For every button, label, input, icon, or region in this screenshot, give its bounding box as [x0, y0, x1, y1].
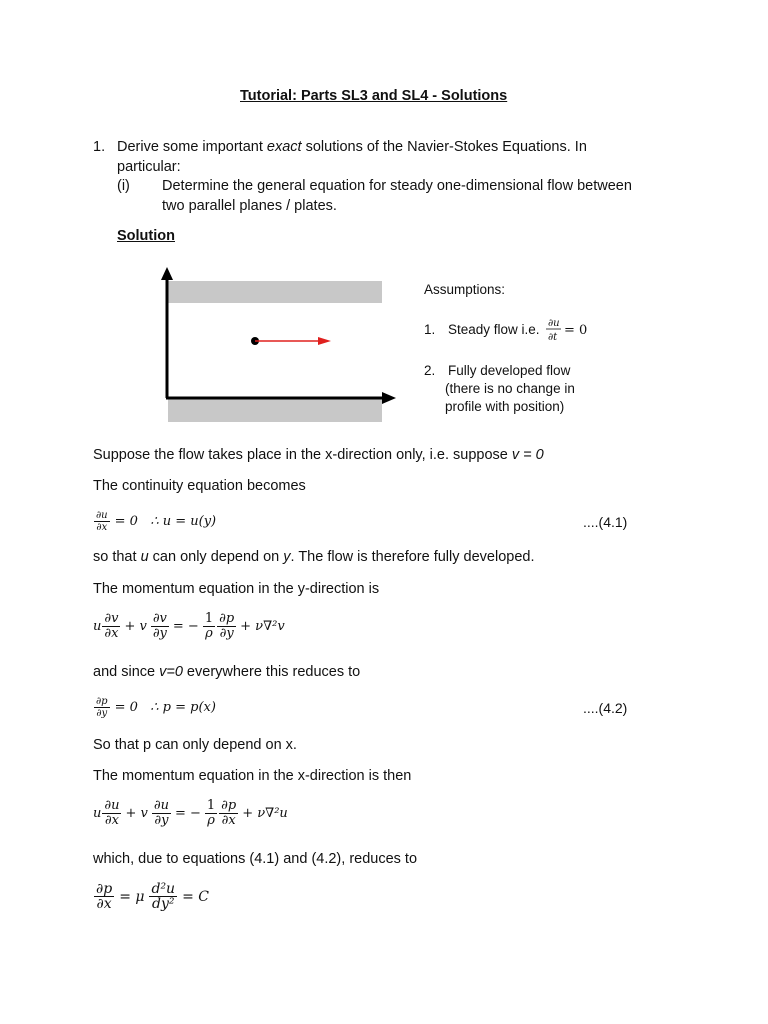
eq-4-2-fraction: $\frac{\partial p}{\partial y}$: [96, 696, 108, 719]
assumption-1-equation-rhs: = 0: [564, 323, 588, 338]
eq-y-frac-2: $\frac{\partial v}{\partial y}$: [152, 611, 167, 641]
velocity-arrowhead: [318, 337, 331, 345]
page-title: Tutorial: Parts SL3 and SL4 - Solutions: [240, 88, 508, 104]
paragraph-flow-direction: Suppose the flow takes place in the x-direction only, i.e. suppose v = 0: [93, 447, 544, 463]
paragraph-continuity: The continuity equation becomes: [93, 478, 306, 494]
equation-momentum-y: u $\frac{\partial v}{\partial x}$ + v $\frac{\partial v}{\partial y}$ = − $\frac{1}{\rho}$ $\frac{\partial p}{\partial y}$ + ν∇²v: [93, 611, 285, 641]
eq-x-frac-4: $\frac{\partial p}{\partial x}$: [221, 798, 237, 828]
paragraph-momentum-y: The momentum equation in the y-direction is: [93, 581, 380, 597]
sub-question-label: (i): [117, 178, 130, 194]
eq-x-frac-1: $\frac{\partial u}{\partial x}$: [104, 798, 120, 828]
question-line-2: particular:: [117, 159, 181, 175]
eq-x-frac-3: $\frac{1}{\rho}$: [206, 798, 216, 828]
x-axis-arrowhead: [382, 392, 396, 404]
assumption-2-number: 2.: [424, 363, 436, 378]
equation-final: $\frac{\partial p}{\partial x}$ = μ $\frac{\text{d²u}}{\text{dy²}}$ = C: [96, 881, 209, 912]
eq-4-2-rest: = 0 ∴ p = p(x): [114, 700, 216, 715]
question-number: 1.: [93, 139, 106, 155]
equation-4-2: [93, 696, 216, 719]
assumptions-title: Assumptions:: [424, 282, 506, 297]
lower-plate: [168, 399, 382, 422]
assumption-2-line-1: Fully developed flow: [448, 363, 571, 378]
equation-4-2-number: ....(4.2): [583, 700, 628, 716]
eq-final-frac-1: $\frac{\partial p}{\partial x}$: [96, 881, 113, 912]
upper-plate: [168, 281, 382, 303]
equation-4-1-number: ....(4.1): [583, 514, 628, 530]
assumption-1-text: Steady flow i.e.: [448, 322, 540, 337]
assumption-2-line-3: profile with position): [445, 399, 565, 414]
solution-heading: Solution: [117, 228, 175, 244]
eq-y-frac-3: $\frac{1}{\rho}$: [204, 611, 214, 641]
equation-momentum-x: u $\frac{\partial u}{\partial x}$ + v $\frac{\partial u}{\partial y}$ = − $\frac{1}{\rho}$ $\frac{\partial p}{\partial x}$ + ν∇²u: [93, 798, 288, 828]
assumption-1-fraction-numerator: ∂u: [548, 318, 560, 329]
paragraph-which-reduces: which, due to equations (4.1) and (4.2), reduces to: [93, 851, 418, 867]
paragraph-since-v0: and since v=0 everywhere this reduces to: [93, 664, 361, 680]
sub-question-line-2: two parallel planes / plates.: [162, 198, 337, 214]
assumption-1-fraction-denominator: ∂t: [548, 332, 558, 343]
paragraph-momentum-x: The momentum equation in the x-direction is then: [93, 768, 412, 784]
eq-4-1-fraction: $\frac{\partial u}{\partial x}$: [96, 510, 108, 533]
sub-question-line-1: Determine the general equation for steady one-dimensional flow between: [162, 178, 632, 194]
paragraph-u-depends-y: so that u can only depend on y. The flow is therefore fully developed.: [93, 549, 535, 565]
eq-final-frac-2: $\frac{\text{d²u}}{\text{dy²}}$: [151, 881, 176, 912]
assumption-1-number: 1.: [424, 322, 436, 337]
y-axis-arrowhead: [161, 267, 173, 280]
equation-4-1: [93, 510, 216, 533]
paragraph-p-depends-x: So that p can only depend on x.: [93, 737, 297, 753]
eq-4-1-rest: = 0 ∴ u = u(y): [114, 514, 217, 529]
assumption-2-line-2: (there is no change in: [445, 381, 575, 396]
flow-diagram-figure: [148, 262, 606, 432]
eq-y-frac-4: $\frac{\partial p}{\partial y}$: [219, 611, 235, 641]
flow-diagram: [148, 262, 606, 432]
eq-x-frac-2: $\frac{\partial u}{\partial y}$: [153, 798, 169, 828]
eq-y-frac-1: $\frac{\partial v}{\partial x}$: [104, 611, 119, 641]
question-line-1: Derive some important exact solutions of the Navier-Stokes Equations. In: [117, 139, 587, 155]
